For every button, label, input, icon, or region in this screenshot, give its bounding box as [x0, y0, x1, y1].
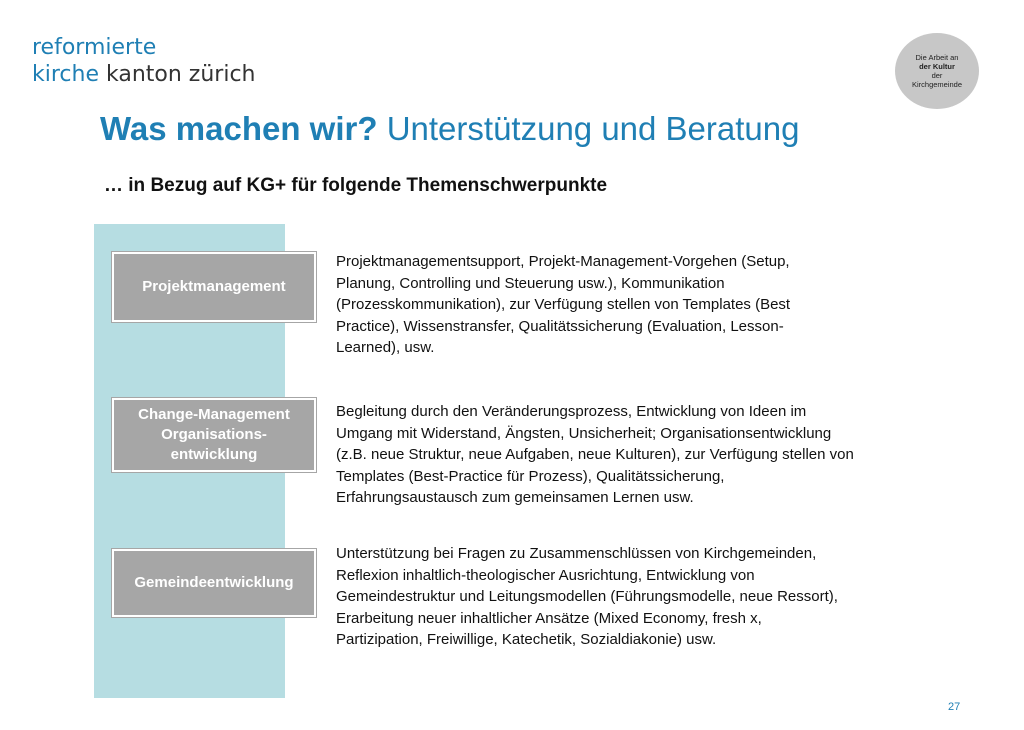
badge-line-4: Kirchgemeinde [911, 80, 963, 89]
topic-description-projektmanagement [336, 251, 896, 359]
logo-word-kirche: kirche [32, 62, 99, 87]
topic-description-gemeindeentwicklung [336, 543, 936, 651]
topic-label-line: Projektmanagement [142, 278, 286, 295]
logo-word-kanton: kanton zürich [99, 62, 256, 87]
description-line: (z.B. neue Struktur, neue Aufgaben, neue Kulturen), zur Verfügung stellen von [336, 446, 854, 463]
badge-line-2: der Kultur [919, 62, 955, 71]
badge-line-1: Die Arbeit an [915, 53, 959, 62]
logo [32, 34, 255, 88]
description-line: Planung, Controlling und Steuerung usw.), Kommunikation [336, 274, 725, 292]
logo-line-2 [32, 61, 255, 88]
logo-line-1: reformierte [32, 35, 157, 60]
description-line: Unterstützung bei Fragen zu Zusammenschlüssen von Kirchgemeinden, [336, 545, 817, 562]
description-line: Erarbeitung neuer inhaltlicher Ansätze (Mixed Economy, fresh x, [336, 609, 762, 627]
badge-line-3: der [931, 71, 943, 80]
description-line: Practice), Wissenstransfer, Qualitätssicherung (Evaluation, Lesson- [336, 317, 784, 335]
description-line: Gemeindestruktur und Leitungsmodellen (Führungsmodelle, neue Ressort), [336, 588, 838, 605]
page-number: 27 [948, 701, 961, 713]
description-line: Reflexion inhaltlich-theologischer Ausrichtung, Entwicklung von [336, 566, 755, 584]
topic-label-line: Change-Management [138, 406, 290, 423]
description-line: Templates (Best-Practice für Prozess), Qualitätssicherung, [336, 467, 725, 485]
slide-subtitle: … in Bezug auf KG+ für folgende Themenschwerpunkte [104, 175, 608, 196]
topic-box-change-management [112, 398, 316, 472]
description-line: Partizipation, Freiwillige, Katechetik, Sozialdiakonie) usw. [336, 631, 717, 648]
description-line: Begleitung durch den Veränderungsprozess, Entwicklung von Ideen im [336, 403, 807, 420]
topic-label-line: entwicklung [170, 446, 258, 463]
description-line: Learned), usw. [336, 339, 435, 356]
description-line: (Prozesskommunikation), zur Verfügung stellen von Templates (Best [336, 296, 791, 313]
description-line: Projektmanagementsupport, Projekt-Management-Vorgehen (Setup, [336, 253, 790, 270]
slide-title-question: Was machen wir? [100, 110, 378, 147]
culture-badge [895, 33, 979, 109]
description-line: Erfahrungsaustausch zum gemeinsamen Lernen usw. [336, 489, 694, 506]
topic-description-change-management [336, 401, 946, 509]
topic-box-gemeindeentwicklung [112, 549, 316, 617]
topic-label-line: Gemeindeentwicklung [134, 574, 294, 591]
topic-label-line: Organisations- [161, 426, 267, 443]
description-line: Umgang mit Widerstand, Ängsten, Unsicherheit; Organisationsentwicklung [336, 424, 832, 442]
topic-box-projektmanagement [112, 252, 316, 322]
slide-title-topic: Unterstützung und Beratung [377, 110, 800, 147]
slide-title [100, 110, 799, 148]
